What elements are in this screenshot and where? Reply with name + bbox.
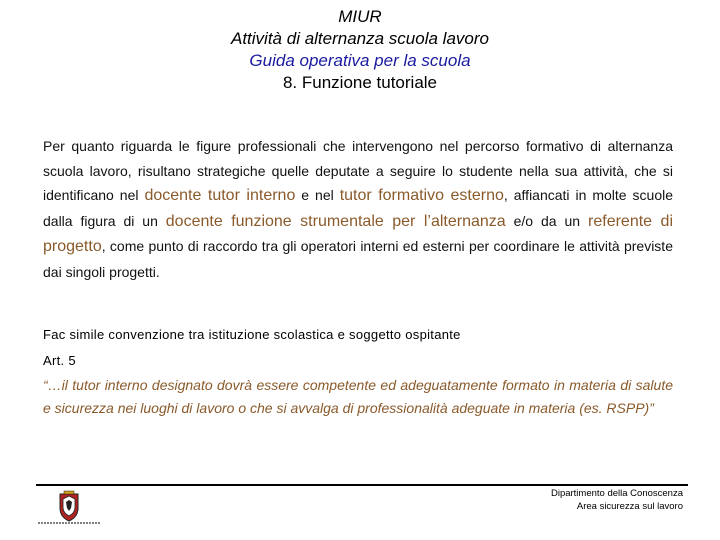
slide-header [0,6,720,94]
header-subtitle: Guida operativa per la scuola [249,51,471,70]
footer-line-2: Area sicurezza sul lavoro [576,500,683,512]
footer-divider [36,484,688,486]
intro-text-5: , come punto di raccordo tra gli operatori interni ed esterni per coordinare le attività previste dai singoli progetti. [43,238,673,280]
convenzione-title: Fac simile convenzione tra istituzione scolastica e soggetto ospitante [43,327,461,342]
header-section: 8. Funzione tutoriale [282,73,438,92]
intro-text-1: Per quanto riguarda le figure professionali che intervengono nel percorso formativo di alternanza scuola lavoro, risultano strategiche quelle deputate a seguire lo studente nella sua attività, che si identificano nel [43,138,673,203]
highlight-referente: referente di progetto [43,212,674,255]
intro-paragraph [43,134,673,284]
article-label: Art. 5 [43,353,76,368]
highlight-funzione-strumentale: docente funzione strumentale per l’alternanza [165,212,506,230]
header-miur: MIUR [338,7,382,26]
footer-department [551,488,683,513]
header-title: Attività di alternanza scuola lavoro [231,29,489,48]
intro-text-2: e nel [295,187,340,203]
footer-line-1: Dipartimento della Conoscenza [550,488,683,499]
provincia-crest-icon [36,490,102,526]
highlight-tutor-esterno: tutor formativo esterno [339,187,504,204]
intro-text-3: , affiancati in molte scuole dalla figura di un [43,187,674,229]
highlight-docente-tutor: docente tutor interno [144,187,296,204]
intro-text-4: e/o da un [505,212,589,229]
article-quote: “…il tutor interno designato dovrà essere competente ed adeguatamente formato in materia di salute e sicurezza nei luoghi di lavoro o che si avvalga di professionalità adeguate in materia (es. RSPP)” [43,377,673,416]
